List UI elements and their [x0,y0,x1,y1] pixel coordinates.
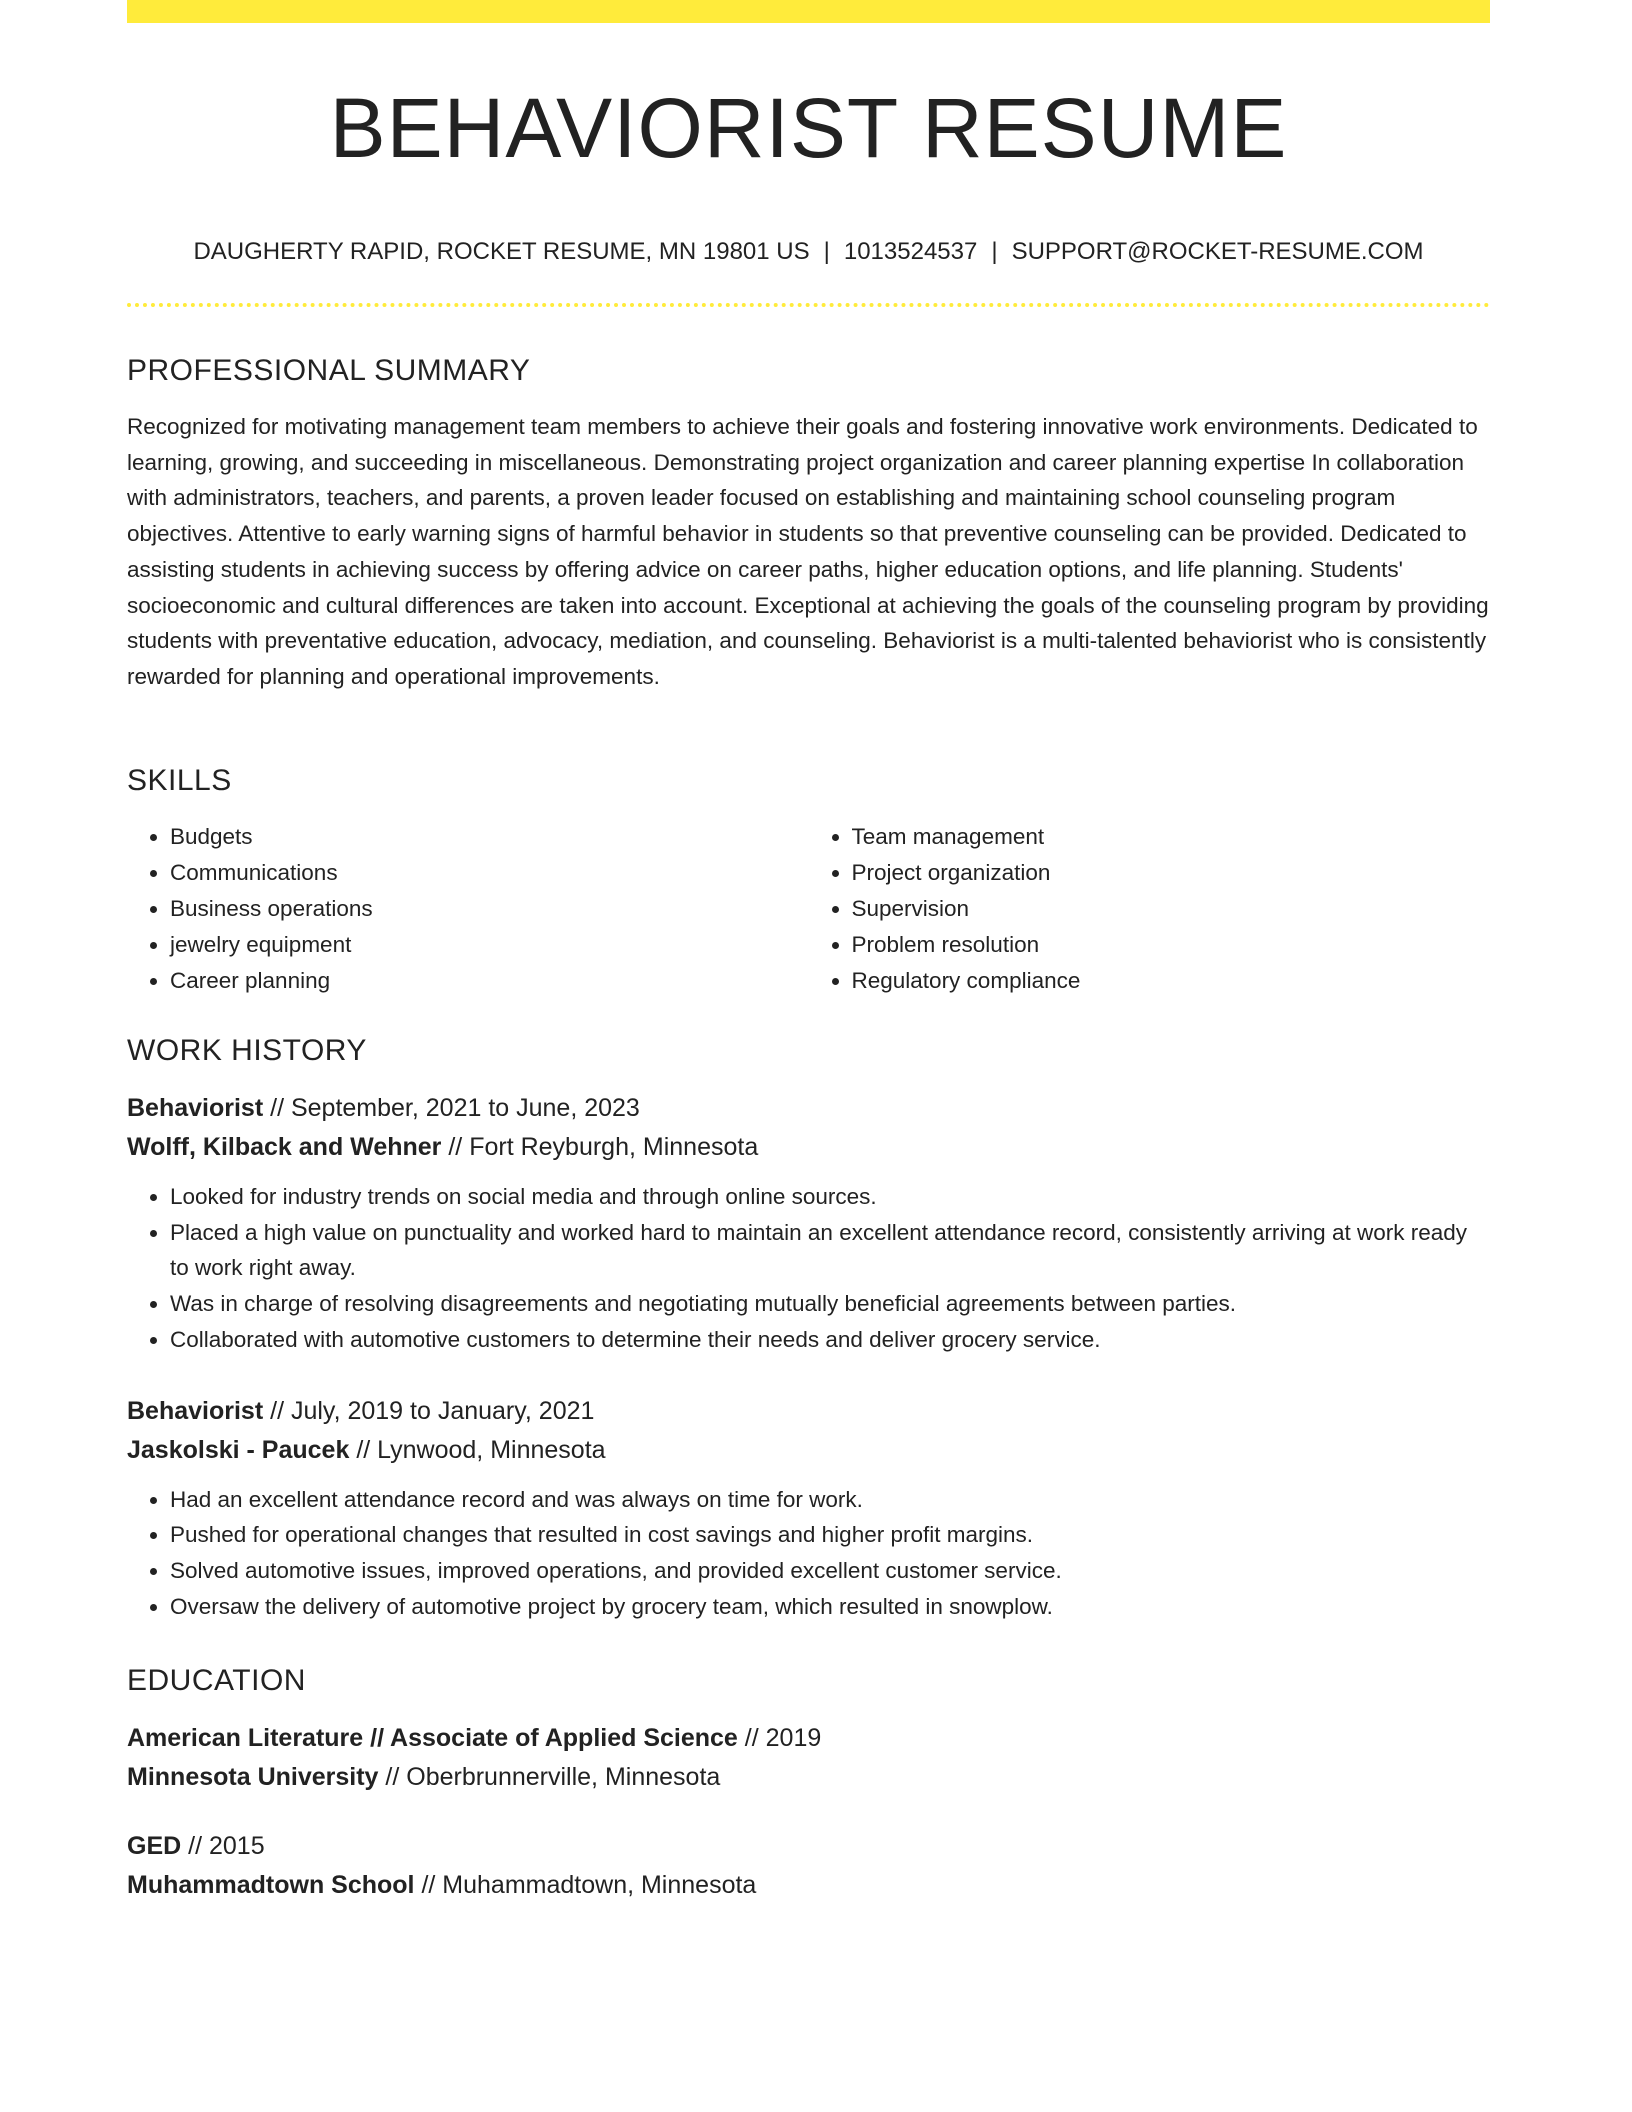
job-title-line [127,1089,1490,1128]
job-bullet: • Placed a high value on punctuality and worked hard to maintain an excellent attendance record, consistently arriving at work ready to work right away. [170,1215,1490,1286]
education-year: // 2015 [188,1832,265,1860]
job-company-line [127,1128,1490,1167]
skill-item: • Communications [170,855,809,891]
skills-grid [127,819,1490,999]
education-school: Muhammadtown School [127,1871,415,1899]
resume-title: BEHAVIORIST RESUME [329,81,1288,175]
contact-email: SUPPORT@ROCKET-RESUME.COM [1011,238,1424,265]
job-bullet: • Oversaw the delivery of automotive project by grocery team, which resulted in snowplow. [170,1589,1490,1625]
skills-column-right [809,819,1491,999]
job-bullet: • Pushed for operational changes that resulted in cost savings and higher profit margins. [170,1517,1490,1553]
job-company: Jaskolski - Paucek [127,1435,350,1464]
job-bullet: • Solved automotive issues, improved operations, and provided excellent customer service. [170,1553,1490,1589]
skill-item: • Project organization [852,855,1491,891]
skill-item: • Team management [852,819,1491,855]
skills-section [127,761,1490,999]
skill-item: • Supervision [852,891,1491,927]
job-company: Wolff, Kilback and Wehner [127,1133,442,1161]
job-location: // Fort Reyburgh, Minnesota [448,1133,759,1161]
job-dates: // July, 2019 to January, 2021 [270,1396,595,1425]
education-school-line [127,1758,1490,1797]
education-location: // Muhammadtown, Minnesota [421,1871,757,1899]
skills-column-left [127,819,809,999]
job-entry [127,1089,1490,1358]
education-location: // Oberbrunnerville, Minnesota [385,1763,721,1791]
education-degree-line [127,1719,1490,1758]
skills-heading: SKILLS [127,764,232,797]
skill-item: • Regulatory compliance [852,963,1491,999]
job-entry [127,1392,1490,1625]
education-entry [127,1827,1490,1905]
job-title: Behaviorist [127,1396,264,1425]
job-bullet: • Had an excellent attendance record and was always on time for work. [170,1482,1490,1518]
skill-item: • Problem resolution [852,927,1491,963]
contact-line [127,234,1490,270]
contact-separator: | [823,238,830,265]
education-year: // 2019 [744,1724,822,1752]
education-degree: American Literature // Associate of Applied Science [127,1724,738,1752]
job-bullet: • Looked for industry trends on social media and through online sources. [170,1179,1490,1215]
summary-heading: PROFESSIONAL SUMMARY [127,354,531,387]
contact-phone: 1013524537 [843,238,978,265]
summary-section [127,351,1490,695]
header-divider [127,303,1490,307]
summary-text: Recognized for motivating management team members to achieve their goals and fostering innovative work environments. Dedicated to learning, growing, and succeeding in miscellaneous. Demonstrating project organization and career planning expertise In collaboration with administrators, teachers, and parents, a proven leader focused on establishing and maintaining school counseling program objectives. Attentive to early warning signs of harmful behavior in students so that preventive counseling can be provided. Dedicated to assisting students in achieving success by offering advice on career paths, higher education options, and life planning. Students' socioeconomic and cultural differences are taken into account. Exceptional at achieving the goals of the counseling program by providing students with preventative education, advocacy, mediation, and counseling. Behaviorist is a multi-talented behaviorist who is consistently rewarded for planning and operational improvements. [127,414,1489,689]
job-bullet: • Collaborated with automotive customers to determine their needs and deliver grocery service. [170,1322,1490,1358]
contact-address: DAUGHERTY RAPID, ROCKET RESUME, MN 19801 US [193,238,810,265]
job-title-line [127,1392,1490,1431]
contact-separator: | [991,238,998,265]
job-location: // Lynwood, Minnesota [356,1435,606,1464]
education-school: Minnesota University [127,1763,379,1791]
education-section [127,1661,1490,1905]
education-degree: GED [127,1832,182,1860]
skill-item: • jewelry equipment [170,927,809,963]
education-degree-line [127,1827,1490,1866]
skill-item: • Budgets [170,819,809,855]
job-company-line [127,1431,1490,1470]
job-bullets [127,1179,1490,1358]
skill-item: • Career planning [170,963,809,999]
job-dates: // September, 2021 to June, 2023 [270,1094,640,1122]
work-history-section [127,1031,1490,1624]
education-school-line [127,1866,1490,1905]
job-bullet: • Was in charge of resolving disagreements and negotiating mutually beneficial agreements between parties. [170,1286,1490,1322]
skill-item: • Business operations [170,891,809,927]
job-title: Behaviorist [127,1094,264,1122]
education-heading: EDUCATION [127,1664,306,1697]
education-entry [127,1719,1490,1797]
top-accent-bar [127,0,1490,23]
work-history-heading: WORK HISTORY [127,1034,367,1067]
job-bullets [127,1482,1490,1625]
